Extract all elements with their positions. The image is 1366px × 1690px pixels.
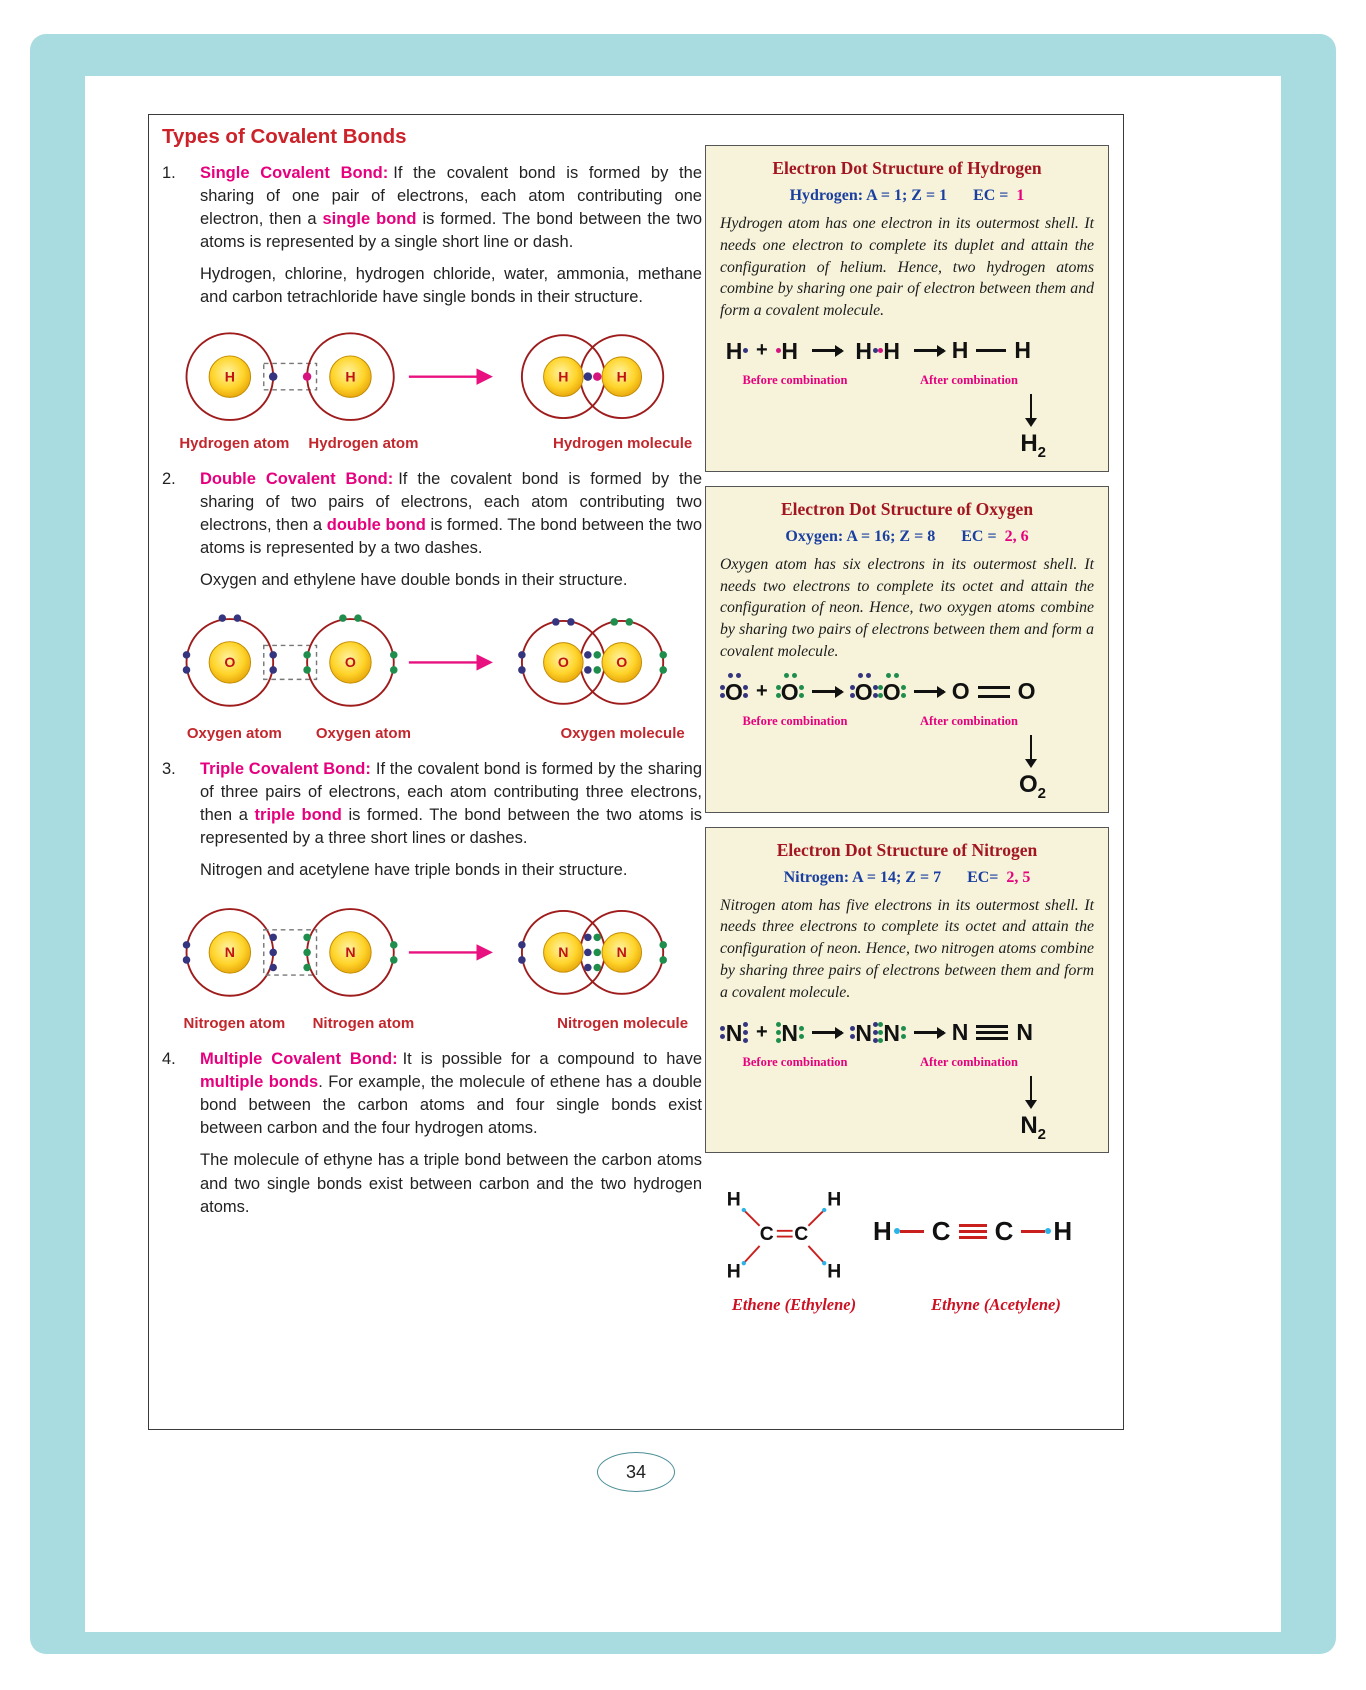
plus-sign: +	[756, 1021, 768, 1044]
combined-molecule	[850, 672, 906, 712]
structure-row	[705, 1177, 1109, 1285]
panel-info	[720, 187, 1094, 205]
ec-value: 2, 6	[1004, 527, 1029, 545]
item-heading: Multiple Covalent Bond:	[200, 1050, 398, 1069]
equation-labels	[720, 714, 1094, 729]
electron-dot	[743, 1022, 748, 1027]
single-bond	[808, 1246, 824, 1263]
electron-dot	[269, 934, 277, 942]
dot-atom: H	[720, 331, 748, 371]
item-body-text: is formed. The bond between the two atoms is represented by a two dashes.	[200, 515, 703, 558]
dot-atom: N	[776, 1013, 804, 1053]
electron-dot	[219, 615, 227, 623]
result-subscript: 2	[1037, 784, 1046, 802]
item-text	[200, 1048, 702, 1140]
electron-dot	[626, 618, 634, 626]
equation-result	[720, 430, 1094, 461]
hydrogen-bonding-diagram	[162, 322, 702, 455]
item-body-text: is formed. The bond between the two atoms is represented by a three short lines or dashes.	[200, 806, 702, 848]
electron-dot	[303, 651, 311, 659]
item-body-text: . For example, the molecule of ethene has a double bond between the carbon atoms and four single bonds exist between carbon and the four hydrogen atoms.	[200, 1073, 702, 1138]
electron-dot	[390, 941, 398, 949]
equation-down	[720, 394, 1094, 428]
ethene-structure	[705, 1177, 863, 1285]
panel-info	[720, 869, 1094, 887]
equation-down	[720, 735, 1094, 769]
electron-dot	[593, 666, 601, 674]
before-combination-label: Before combination	[742, 713, 848, 728]
down-arrow-icon	[1030, 394, 1033, 419]
panel-body-text: Hydrogen atom has one electron in its outermost shell. It needs one electron to complete its duplet and attain the configuration of helium. Hence, two hydrogen atoms combine by sharing one pair of electron between them and form a covalent molecule.	[720, 215, 1094, 320]
triple-bond	[959, 1224, 987, 1239]
svg-text:N: N	[224, 944, 235, 961]
item-paragraph: Nitrogen and acetylene have triple bonds in their structure.	[200, 861, 628, 880]
diagram-label: Hydrogen atom	[179, 434, 290, 452]
item-double-covalent-bond	[162, 468, 702, 592]
electron-dot	[878, 693, 883, 698]
electron-dot	[303, 666, 311, 674]
dot-atom: O	[850, 672, 878, 712]
svg-text:O: O	[616, 654, 628, 671]
down-arrow-icon	[1030, 735, 1033, 760]
electron-dot	[584, 372, 592, 380]
equation-row	[720, 672, 1094, 712]
electron-dot	[518, 651, 526, 659]
electron-dot	[776, 1038, 781, 1043]
ec-value: 2, 5	[1006, 868, 1031, 886]
highlighted-term: multiple bonds	[200, 1073, 319, 1092]
diagram-label: Oxygen atom	[315, 724, 411, 742]
diagram-labels	[162, 1015, 702, 1035]
electron-dot	[901, 1026, 906, 1031]
bond-dot	[742, 1261, 746, 1265]
plus-sign: +	[756, 680, 768, 703]
item-number: 1.	[162, 164, 176, 182]
electron-dot	[720, 693, 725, 698]
bond-dot	[742, 1208, 746, 1212]
ethyne-structure	[873, 1216, 1072, 1247]
electron-dot	[518, 941, 526, 949]
ec-value: 1	[1016, 187, 1025, 204]
electron-dot	[858, 673, 863, 678]
electron-dot	[792, 673, 797, 678]
electron-dot	[776, 1022, 781, 1027]
item-single-covalent-bond	[162, 162, 702, 310]
right-column	[705, 145, 1109, 1315]
item-paragraph: Hydrogen, chlorine, hydrogen chloride, water, ammonia, methane and carbon tetrachloride have single bonds in their structure.	[200, 265, 702, 307]
molecular-structures	[705, 1167, 1109, 1315]
oxygen-atom-1	[183, 615, 277, 706]
electron-dot	[720, 1034, 725, 1039]
dot-atom: N	[878, 1013, 906, 1053]
atom-symbol: H	[1053, 1215, 1073, 1246]
single-bond	[744, 1210, 760, 1226]
electron-dot	[183, 957, 191, 965]
result-subscript: 2	[1037, 1125, 1046, 1143]
atom-symbol: N	[1016, 1019, 1033, 1046]
svg-text:C: C	[794, 1223, 809, 1246]
electron-dot	[234, 615, 242, 623]
electron-dot	[784, 673, 789, 678]
nitrogen-equation	[720, 1013, 1094, 1143]
electron-dot	[593, 964, 601, 972]
svg-text:H: H	[827, 1189, 842, 1212]
after-combination-label: After combination	[919, 713, 1019, 728]
electron-dot	[776, 693, 781, 698]
nitrogen-diagram-svg	[162, 894, 667, 1013]
triple-bond	[976, 1025, 1008, 1040]
single-bond	[976, 349, 1006, 352]
item-body-text: It is possible for a compound to have	[402, 1050, 702, 1069]
ec-label: EC=	[967, 868, 999, 886]
atom-symbol: H	[951, 337, 969, 364]
section-title: Types of Covalent Bonds	[162, 125, 407, 148]
combined-molecule	[850, 1013, 906, 1053]
dot-atom: H	[878, 331, 906, 371]
electron-dot	[850, 1034, 855, 1039]
electron-dot	[776, 1030, 781, 1035]
element-info: Oxygen: A = 16; Z = 8	[785, 527, 936, 545]
diagram-label: Oxygen atom	[186, 724, 282, 742]
electron-dot	[886, 673, 891, 678]
item-body-text: is formed. The bond between the two atoms is represented by a single short line or dash.	[200, 210, 702, 252]
element-info: Hydrogen: A = 1; Z = 1	[789, 187, 948, 204]
panel-title: Electron Dot Structure of Oxygen	[780, 498, 1034, 519]
electron-dot	[269, 372, 277, 380]
svg-text:H: H	[726, 1189, 741, 1212]
textbook-page	[85, 76, 1281, 1632]
atom-symbol: N	[951, 1019, 969, 1046]
item-text	[200, 162, 702, 254]
electron-dot	[354, 615, 362, 623]
svg-text:H: H	[345, 367, 356, 384]
diagram-labels	[162, 435, 702, 455]
item-triple-covalent-bond	[162, 758, 702, 882]
atom-symbol: O	[1017, 678, 1036, 705]
after-combination-label: After combination	[919, 1054, 1019, 1069]
svg-text:H: H	[558, 367, 569, 384]
nitrogen-atom-2	[303, 909, 397, 996]
page-number	[597, 1452, 675, 1492]
item-body-text: If the covalent bond is formed by the sharing of three pairs of electrons, each atom contributing three electrons, then a	[200, 759, 702, 825]
diagram-label: Hydrogen atom	[308, 434, 419, 452]
electron-dot	[743, 1038, 748, 1043]
electron-dot	[799, 693, 804, 698]
item-heading: Double Covalent Bond:	[200, 469, 394, 488]
nitrogen-atom-1	[183, 909, 277, 996]
ethyne-label: Ethyne (Acetylene)	[931, 1295, 1061, 1315]
double-bond	[978, 686, 1010, 698]
electron-dot	[584, 651, 592, 659]
right-arrow-icon	[914, 349, 944, 352]
electron-dot	[850, 693, 855, 698]
diagram-label: Nitrogen atom	[312, 1015, 415, 1033]
single-bond	[808, 1210, 824, 1226]
oxygen-molecule	[518, 618, 667, 704]
bond-dot	[822, 1208, 826, 1212]
electron-dot	[878, 685, 883, 690]
electron-dot	[339, 615, 347, 623]
equation-labels	[720, 373, 1094, 388]
ec-label: EC =	[973, 187, 1009, 204]
svg-text:H: H	[224, 367, 235, 384]
before-combination-label: Before combination	[742, 1054, 848, 1069]
electron-dot	[866, 673, 871, 678]
item-paragraph: Oxygen and ethylene have double bonds in their structure.	[200, 571, 628, 590]
electron-dot	[584, 949, 592, 957]
oxygen-atom-2	[303, 615, 397, 706]
electron-dot	[659, 666, 667, 674]
down-arrow-icon	[1030, 1076, 1033, 1101]
electron-dot	[518, 666, 526, 674]
electron-dot	[552, 618, 560, 626]
equation-result	[720, 771, 1094, 802]
oxygen-bonding-diagram	[162, 604, 702, 745]
highlighted-term: triple bond	[254, 806, 342, 825]
dot-atom: H	[850, 331, 878, 371]
electron-dot	[303, 934, 311, 942]
right-arrow-icon	[812, 1031, 842, 1034]
nitrogen-bonding-diagram	[162, 894, 702, 1035]
left-column	[162, 123, 702, 1219]
electron-dot	[743, 685, 748, 690]
electron-dot	[303, 964, 311, 972]
dot-atom: O	[878, 672, 906, 712]
atom-symbol: C	[994, 1215, 1014, 1246]
electron-dot	[850, 1026, 855, 1031]
svg-text:O: O	[557, 654, 569, 671]
electron-dot	[720, 1026, 725, 1031]
electron-dot	[659, 957, 667, 965]
dot-atom: H	[776, 331, 804, 371]
item-number: 2.	[162, 469, 176, 488]
diagram-label: Hydrogen molecule	[553, 434, 693, 452]
plus-sign: +	[756, 339, 768, 362]
electron-dot	[390, 666, 398, 674]
item-body-text: If the covalent bond is formed by the sharing of two pairs of electrons, each atom contributing two electrons, then a	[200, 469, 702, 534]
equation-result	[720, 1112, 1094, 1143]
diagram-label: Nitrogen molecule	[557, 1015, 689, 1033]
item-paragraph: The molecule of ethyne has a triple bond between the carbon atoms and two single bonds exist between carbon and the two hydrogen atoms.	[200, 1151, 702, 1216]
item-heading: Triple Covalent Bond:	[200, 759, 371, 778]
bond-dot	[822, 1261, 826, 1265]
svg-text:O: O	[224, 654, 236, 671]
electron-dot	[593, 372, 601, 380]
electron-dot	[901, 1034, 906, 1039]
hydrogen-equation	[720, 331, 1094, 461]
item-text	[200, 758, 702, 850]
electron-dot	[269, 964, 277, 972]
electron-dot	[776, 348, 781, 353]
content-box	[148, 114, 1124, 1430]
ethene-label: Ethene (Ethylene)	[731, 1295, 857, 1315]
result-subscript: 2	[1037, 443, 1046, 461]
electron-dot	[390, 651, 398, 659]
panel-body-text: Oxygen atom has six electrons in its outermost shell. It needs two electrons to complete its octet and attain the configuration of neon. Hence, two oxygen atoms combine by sharing two pairs of electrons between them and form a covalent molecule.	[720, 555, 1094, 660]
electron-dot	[850, 685, 855, 690]
panel-oxygen	[705, 486, 1109, 813]
panel-title: Electron Dot Structure of Hydrogen	[772, 158, 1042, 178]
electron-dot	[743, 348, 748, 353]
right-arrow-icon	[812, 690, 842, 693]
equation-down	[720, 1076, 1094, 1110]
electron-dot	[720, 685, 725, 690]
structure-labels	[705, 1295, 1109, 1315]
electron-dot	[584, 964, 592, 972]
dot-atom: N	[850, 1013, 878, 1053]
hydrogen-atom-2	[303, 333, 394, 420]
item-multiple-covalent-bond	[162, 1048, 702, 1219]
svg-text:C: C	[759, 1223, 774, 1246]
electron-dot	[743, 1030, 748, 1035]
right-arrow-icon	[812, 349, 842, 352]
electron-dot	[183, 941, 191, 949]
electron-dot	[776, 685, 781, 690]
panel-nitrogen	[705, 827, 1109, 1154]
electron-dot	[593, 949, 601, 957]
before-combination-label: Before combination	[742, 372, 848, 387]
electron-dot	[659, 941, 667, 949]
single-bond	[900, 1230, 924, 1233]
electron-dot	[593, 651, 601, 659]
electron-dot	[593, 934, 601, 942]
atom-symbol: O	[951, 678, 970, 705]
electron-dot	[584, 666, 592, 674]
electron-dot	[901, 693, 906, 698]
electron-dot	[728, 673, 733, 678]
electron-dot	[878, 1038, 883, 1043]
combined-molecule	[850, 331, 906, 371]
equation-labels	[720, 1055, 1094, 1070]
panel-title: Electron Dot Structure of Nitrogen	[776, 839, 1038, 860]
electron-dot	[183, 651, 191, 659]
svg-text:H: H	[616, 367, 627, 384]
after-combination-label: After combination	[919, 372, 1019, 387]
electron-dot	[303, 372, 311, 380]
single-bond	[744, 1246, 760, 1263]
equation-row	[720, 1013, 1094, 1053]
electron-dot	[736, 673, 741, 678]
oxygen-diagram-svg	[162, 604, 667, 723]
item-body-text: If the covalent bond is formed by the sharing of one pair of electrons, each atom contributing one electron, then a	[200, 164, 702, 229]
svg-text:N: N	[558, 944, 569, 961]
hydrogen-diagram-svg	[162, 322, 667, 433]
electron-dot	[584, 934, 592, 942]
hydrogen-molecule	[522, 335, 663, 418]
electron-dot	[799, 1034, 804, 1039]
diagram-label: Oxygen molecule	[560, 724, 685, 742]
right-arrow-icon	[914, 1031, 944, 1034]
electron-dot	[659, 651, 667, 659]
electron-dot	[799, 1026, 804, 1031]
highlighted-term: single bond	[322, 210, 417, 229]
electron-dot	[269, 651, 277, 659]
item-number: 4.	[162, 1050, 176, 1069]
electron-dot	[894, 673, 899, 678]
atom-symbol: H	[1014, 337, 1031, 364]
dot-atom: O	[776, 672, 804, 712]
item-text	[200, 468, 702, 560]
oxygen-equation	[720, 672, 1094, 802]
svg-text:H: H	[726, 1260, 741, 1283]
panel-body-text: Nitrogen atom has five electrons in its outermost shell. It needs three electrons to complete its octet and attain the configuration of neon. Hence, two nitrogen atoms combine by sharing three pairs of electrons between them and form a covalent molecule.	[720, 896, 1094, 1001]
equation-row	[720, 331, 1094, 371]
diagram-labels	[162, 725, 702, 745]
result-symbol: H	[1020, 429, 1038, 457]
atom-symbol: H	[873, 1215, 892, 1246]
electron-dot	[303, 949, 311, 957]
nitrogen-molecule	[518, 911, 667, 994]
electron-dot	[567, 618, 575, 626]
ec-label: EC =	[961, 527, 997, 545]
electron-dot	[878, 1022, 883, 1027]
result-symbol: O	[1018, 770, 1038, 798]
electron-dot	[878, 1030, 883, 1035]
electron-dot	[390, 957, 398, 965]
dot-atom: N	[720, 1013, 748, 1053]
svg-text:N: N	[616, 944, 627, 961]
svg-text:N: N	[345, 944, 356, 961]
panel-info	[720, 528, 1094, 546]
dot-atom: O	[720, 672, 748, 712]
electron-dot	[799, 685, 804, 690]
right-arrow-icon	[914, 690, 944, 693]
electron-dot	[183, 666, 191, 674]
element-info: Nitrogen: A = 14; Z = 7	[783, 868, 942, 886]
panel-hydrogen	[705, 145, 1109, 472]
electron-dot	[901, 685, 906, 690]
electron-dot	[269, 666, 277, 674]
svg-text:O: O	[344, 654, 356, 671]
highlighted-term: double bond	[326, 515, 426, 534]
electron-dot	[743, 693, 748, 698]
page-number-text: 34	[625, 1461, 647, 1482]
diagram-label: Nitrogen atom	[183, 1015, 286, 1033]
svg-text:H: H	[827, 1260, 842, 1283]
atom-symbol: C	[931, 1215, 951, 1246]
item-heading: Single Covalent Bond:	[200, 164, 389, 182]
electron-dot	[518, 957, 526, 965]
electron-dot	[610, 618, 618, 626]
item-number: 3.	[162, 759, 176, 778]
electron-dot	[878, 348, 883, 353]
electron-dot	[269, 949, 277, 957]
single-bond	[1021, 1230, 1045, 1233]
result-symbol: N	[1020, 1111, 1038, 1139]
